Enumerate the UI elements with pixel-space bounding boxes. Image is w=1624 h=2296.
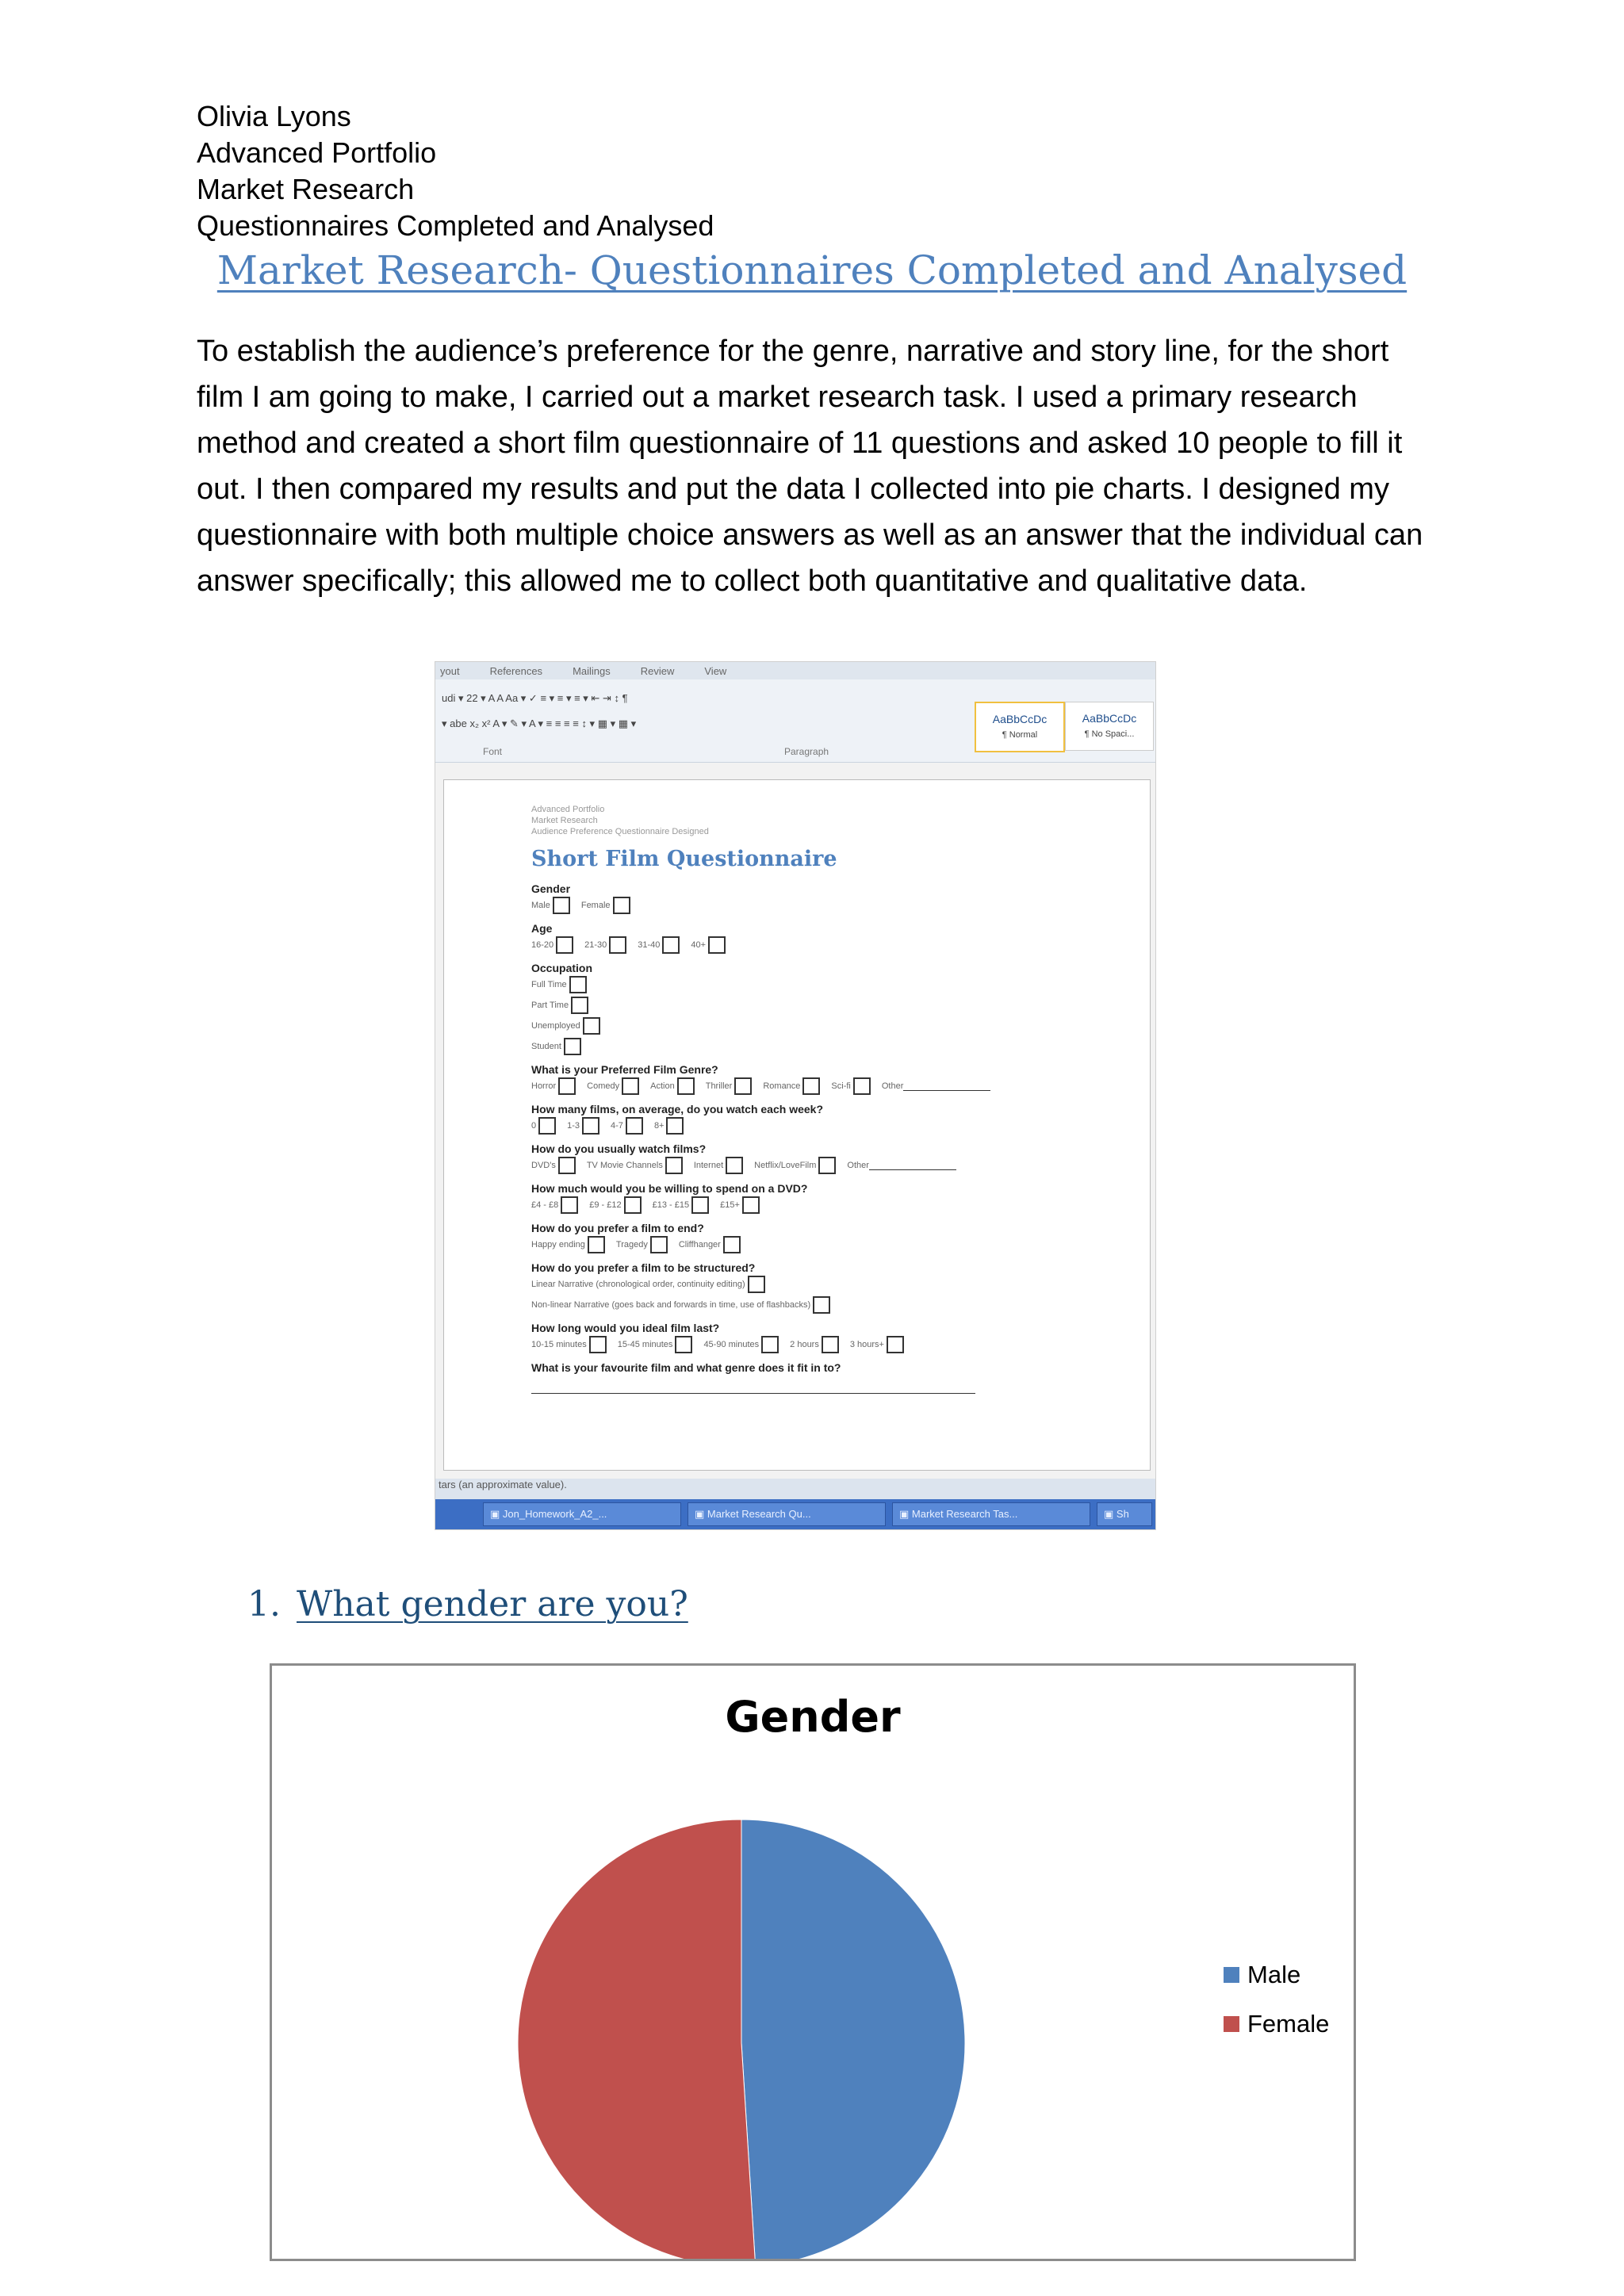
option-label: Unemployed bbox=[531, 1021, 580, 1031]
checkbox bbox=[558, 1157, 576, 1174]
checkbox bbox=[734, 1077, 752, 1095]
option-item bbox=[581, 897, 638, 914]
option-label: £4 - £8 bbox=[531, 1200, 559, 1210]
checkbox bbox=[650, 1236, 668, 1253]
option-item bbox=[531, 997, 596, 1014]
style-normal-sample: AaBbCcDc bbox=[992, 713, 1048, 725]
author-name: Olivia Lyons bbox=[197, 100, 351, 132]
option-label: Linear Narrative (chronological order, continuity editing) bbox=[531, 1280, 745, 1289]
style-normal bbox=[975, 702, 1065, 752]
option-label: 8+ bbox=[653, 1121, 665, 1131]
question-text: Occupation bbox=[531, 962, 593, 974]
checkbox bbox=[675, 1336, 692, 1353]
option-label: 4-7 bbox=[611, 1121, 623, 1131]
style-no-spacing-sample: AaBbCcDc bbox=[1082, 712, 1137, 725]
question-options bbox=[531, 1236, 1118, 1253]
option-label: 16-20 bbox=[531, 940, 554, 950]
checkbox bbox=[748, 1276, 765, 1293]
checkbox bbox=[558, 1077, 576, 1095]
checkbox bbox=[853, 1077, 871, 1095]
question-options bbox=[531, 1196, 1118, 1214]
option-label: Romance bbox=[763, 1081, 801, 1091]
question-item bbox=[531, 1063, 1118, 1095]
option-label: Female bbox=[580, 901, 611, 910]
task-name: Questionnaires Completed and Analysed bbox=[197, 209, 714, 242]
faint-line: Audience Preference Questionnaire Designed bbox=[531, 827, 709, 836]
checkbox bbox=[708, 936, 726, 954]
option-label: Horror bbox=[531, 1081, 557, 1091]
question-text: How do you prefer a film to end? bbox=[531, 1222, 704, 1234]
question-text: How do you usually watch films? bbox=[531, 1142, 707, 1155]
questionnaire-title: Short Film Questionnaire bbox=[531, 847, 837, 871]
checkbox bbox=[677, 1077, 695, 1095]
option-label: 0 bbox=[531, 1121, 537, 1131]
option-label: Tragedy bbox=[615, 1240, 648, 1249]
option-label: 21-30 bbox=[584, 940, 607, 950]
checkbox bbox=[613, 897, 630, 914]
question-text: How do you prefer a film to be structured? bbox=[531, 1261, 756, 1274]
word-icon: ▣ bbox=[899, 1508, 912, 1520]
option-label: Non-linear Narrative (goes back and forwards in time, use of flashbacks) bbox=[531, 1300, 811, 1310]
checkbox bbox=[887, 1336, 904, 1353]
option-item bbox=[616, 1236, 676, 1253]
section-heading bbox=[247, 1581, 688, 1628]
style-no-spacing bbox=[1065, 702, 1154, 751]
question-item bbox=[531, 1361, 1118, 1394]
question-text: How long would you ideal film last? bbox=[531, 1322, 720, 1334]
option-label: 1-3 bbox=[567, 1121, 580, 1131]
checkbox bbox=[583, 1017, 600, 1035]
option-item bbox=[531, 1117, 564, 1135]
option-item bbox=[850, 1336, 912, 1353]
question-item bbox=[531, 1322, 1118, 1353]
style-normal-label: ¶ Normal bbox=[1002, 730, 1038, 740]
document-title bbox=[0, 243, 1624, 298]
option-item bbox=[531, 936, 581, 954]
option-item bbox=[531, 1336, 615, 1353]
option-label: Happy ending bbox=[531, 1240, 585, 1249]
checkbox bbox=[588, 1236, 605, 1253]
option-label: 15-45 minutes bbox=[617, 1340, 673, 1349]
option-label: Male bbox=[531, 901, 550, 910]
intro-text: To establish the audience’s preference for the genre, narrative and story line, for the short film I am going to make, I carried out a market research task. I used a primary research method and created a short film questionnaire of 11 questions and asked 10 people to fill it out. I then compared my results and put the data I collected into pie charts. I designed my questionnaire with both multiple choice answers as well as an answer that the individual can answer specifically; this allowed me to collect both quantitative and qualitative data. bbox=[197, 335, 1423, 598]
ribbon-tabs bbox=[435, 662, 1155, 679]
question-item bbox=[531, 922, 1118, 954]
section-number: 1. bbox=[247, 1584, 281, 1624]
taskbar-item bbox=[483, 1502, 681, 1526]
checkbox bbox=[742, 1196, 760, 1214]
taskbar-item-label: Sh bbox=[1116, 1508, 1129, 1520]
option-item bbox=[587, 1157, 691, 1174]
checkbox bbox=[553, 897, 570, 914]
status-text: tars (an approximate value). bbox=[439, 1479, 567, 1490]
option-item bbox=[720, 1196, 768, 1214]
option-item bbox=[706, 1077, 760, 1095]
checkbox bbox=[561, 1196, 578, 1214]
question-item bbox=[531, 882, 1118, 914]
questionnaire-screenshot bbox=[435, 661, 1156, 1530]
style-no-spacing-label: ¶ No Spaci... bbox=[1084, 729, 1135, 739]
option-item bbox=[703, 1336, 787, 1353]
ribbon-tab: References bbox=[489, 664, 543, 677]
legend-swatch bbox=[1224, 2016, 1239, 2032]
unit-name: Market Research bbox=[197, 173, 415, 205]
option-item bbox=[589, 1196, 649, 1214]
option-item bbox=[531, 1236, 613, 1253]
status-bar bbox=[435, 1479, 1156, 1499]
checkbox bbox=[609, 936, 626, 954]
question-item bbox=[531, 1182, 1118, 1214]
option-label: £15+ bbox=[720, 1200, 740, 1210]
questionnaire-page bbox=[531, 804, 1118, 1402]
option-label: 3 hours+ bbox=[849, 1340, 884, 1349]
checkbox bbox=[666, 1117, 684, 1135]
option-label: Comedy bbox=[587, 1081, 620, 1091]
checkbox bbox=[665, 1157, 683, 1174]
checkbox bbox=[582, 1117, 599, 1135]
ribbon-row-2: ▾ abe x₂ x² A ▾ ✎ ▾ A ▾ ≡ ≡ ≡ ≡ ↕ ▾ ▦ ▾ ▦ ▾ bbox=[442, 718, 637, 729]
option-item bbox=[587, 1077, 647, 1095]
option-item bbox=[618, 1336, 701, 1353]
option-label: £13 - £15 bbox=[652, 1200, 690, 1210]
question-options bbox=[531, 897, 1118, 914]
checkbox bbox=[564, 1038, 581, 1055]
taskbar-item-label: Jon_Homework_A2_... bbox=[502, 1508, 607, 1520]
legend-swatch bbox=[1224, 1967, 1239, 1983]
option-item bbox=[584, 936, 634, 954]
question-text: What is your favourite film and what genre does it fit in to? bbox=[531, 1361, 841, 1374]
option-item bbox=[567, 1117, 607, 1135]
checkbox bbox=[761, 1336, 779, 1353]
option-item bbox=[754, 1157, 844, 1174]
option-label: 10-15 minutes bbox=[531, 1340, 587, 1349]
option-item bbox=[790, 1336, 847, 1353]
ribbon-tab: View bbox=[704, 664, 727, 677]
checkbox bbox=[691, 1196, 709, 1214]
legend-label: Male bbox=[1247, 1961, 1301, 1988]
answer-line bbox=[903, 1082, 990, 1091]
option-item bbox=[831, 1077, 878, 1095]
option-item bbox=[531, 1038, 589, 1055]
option-item bbox=[847, 1161, 956, 1170]
taskbar-item bbox=[688, 1502, 886, 1526]
option-label: Student bbox=[531, 1042, 561, 1051]
option-item bbox=[882, 1081, 991, 1091]
checkbox bbox=[802, 1077, 820, 1095]
option-label: 2 hours bbox=[790, 1340, 819, 1349]
option-item bbox=[531, 1157, 584, 1174]
checkbox bbox=[556, 936, 573, 954]
option-label: £9 - £12 bbox=[589, 1200, 622, 1210]
intro-paragraph bbox=[197, 328, 1434, 604]
header-block bbox=[197, 98, 910, 244]
question-list bbox=[531, 882, 1118, 1394]
option-item bbox=[531, 1196, 586, 1214]
faint-line: Market Research bbox=[531, 816, 598, 825]
option-item bbox=[638, 936, 688, 954]
question-options bbox=[531, 1336, 1118, 1353]
question-text: How much would you be willing to spend on a DVD? bbox=[531, 1182, 808, 1195]
checkbox bbox=[571, 997, 588, 1014]
taskbar-item-label: Market Research Tas... bbox=[911, 1508, 1018, 1520]
question-text: Gender bbox=[531, 882, 571, 895]
question-text: Age bbox=[531, 922, 553, 935]
taskbar-item bbox=[1097, 1502, 1152, 1526]
option-item bbox=[531, 1077, 584, 1095]
option-label: Other bbox=[881, 1081, 904, 1091]
checkbox bbox=[813, 1296, 830, 1314]
option-item bbox=[531, 1017, 608, 1035]
question-item bbox=[531, 1222, 1118, 1253]
legend-item bbox=[1224, 1959, 1329, 1991]
question-options bbox=[531, 936, 1118, 954]
document-page bbox=[443, 779, 1151, 1471]
option-item bbox=[763, 1077, 828, 1095]
taskbar-item-label: Market Research Qu... bbox=[707, 1508, 811, 1520]
taskbar bbox=[435, 1499, 1156, 1529]
option-item bbox=[654, 1117, 692, 1135]
question-options bbox=[531, 1077, 1118, 1095]
option-label: Netflix/LoveFilm bbox=[754, 1161, 817, 1170]
option-item bbox=[531, 897, 578, 914]
question-item bbox=[531, 1103, 1118, 1135]
option-label: Sci-fi bbox=[831, 1081, 851, 1091]
chart-title: Gender bbox=[725, 1692, 901, 1742]
faint-line: Advanced Portfolio bbox=[531, 805, 605, 814]
question-text: How many films, on average, do you watch each week? bbox=[531, 1103, 823, 1115]
option-label: Internet bbox=[693, 1161, 724, 1170]
checkbox bbox=[822, 1336, 839, 1353]
checkbox bbox=[723, 1236, 741, 1253]
section-title: What gender are you? bbox=[296, 1584, 688, 1624]
checkbox bbox=[624, 1196, 642, 1214]
option-item bbox=[531, 1276, 773, 1293]
checkbox bbox=[538, 1117, 556, 1135]
word-icon: ▣ bbox=[490, 1508, 503, 1520]
ribbon-tab: Review bbox=[640, 664, 675, 677]
pie-slice-female bbox=[518, 1820, 756, 2259]
ribbon-row-1: udi ▾ 22 ▾ A A Aa ▾ ✓ ≡ ▾ ≡ ▾ ≡ ▾ ⇤ ⇥ ↕ ¶ bbox=[442, 692, 628, 704]
answer-line bbox=[531, 1379, 975, 1394]
ribbon-tab: yout bbox=[440, 664, 460, 677]
word-icon: ▣ bbox=[1104, 1508, 1116, 1520]
course-name: Advanced Portfolio bbox=[197, 136, 437, 169]
document-title-text: Market Research- Questionnaires Completed and Analysed bbox=[216, 247, 1408, 293]
ribbon-tab: Mailings bbox=[573, 664, 611, 677]
option-label: Action bbox=[650, 1081, 675, 1091]
option-label: Thriller bbox=[705, 1081, 733, 1091]
question-options bbox=[531, 976, 1118, 1055]
option-item bbox=[694, 1157, 751, 1174]
option-label: TV Movie Channels bbox=[586, 1161, 663, 1170]
option-label: Full Time bbox=[531, 980, 567, 989]
checkbox bbox=[622, 1077, 639, 1095]
option-item bbox=[531, 976, 595, 993]
option-label: DVD's bbox=[531, 1161, 556, 1170]
option-item bbox=[650, 1077, 703, 1095]
option-item bbox=[653, 1196, 717, 1214]
option-label: 40+ bbox=[691, 940, 707, 950]
group-paragraph-label: Paragraph bbox=[784, 746, 829, 757]
option-item bbox=[679, 1236, 749, 1253]
checkbox bbox=[662, 936, 680, 954]
word-icon: ▣ bbox=[695, 1508, 707, 1520]
checkbox bbox=[569, 976, 587, 993]
checkbox bbox=[589, 1336, 607, 1353]
checkbox bbox=[818, 1157, 836, 1174]
question-item bbox=[531, 1261, 1118, 1314]
option-label: Other bbox=[847, 1161, 869, 1170]
legend-label: Female bbox=[1247, 2010, 1330, 2038]
option-label: Part Time bbox=[531, 1001, 569, 1010]
option-item bbox=[691, 936, 733, 954]
ribbon bbox=[435, 679, 1155, 763]
option-label: 45-90 minutes bbox=[703, 1340, 760, 1349]
question-options bbox=[531, 1276, 1118, 1314]
question-options bbox=[531, 1117, 1118, 1135]
gender-chart bbox=[270, 1663, 1356, 2261]
option-item bbox=[611, 1117, 651, 1135]
group-font-label: Font bbox=[483, 746, 503, 757]
option-item bbox=[531, 1296, 838, 1314]
question-text: What is your Preferred Film Genre? bbox=[531, 1063, 718, 1076]
pie-slice-male bbox=[741, 1820, 965, 2259]
checkbox bbox=[726, 1157, 743, 1174]
taskbar-item bbox=[892, 1502, 1090, 1526]
question-options bbox=[531, 1157, 1118, 1174]
legend-item bbox=[1224, 2008, 1329, 2040]
option-label: Cliffhanger bbox=[678, 1240, 721, 1249]
question-item bbox=[531, 962, 1118, 1055]
answer-line bbox=[869, 1161, 956, 1170]
pie-chart bbox=[272, 1666, 1354, 2259]
chart-legend bbox=[1224, 1959, 1329, 2057]
question-item bbox=[531, 1142, 1118, 1174]
checkbox bbox=[626, 1117, 643, 1135]
option-label: 31-40 bbox=[638, 940, 661, 950]
